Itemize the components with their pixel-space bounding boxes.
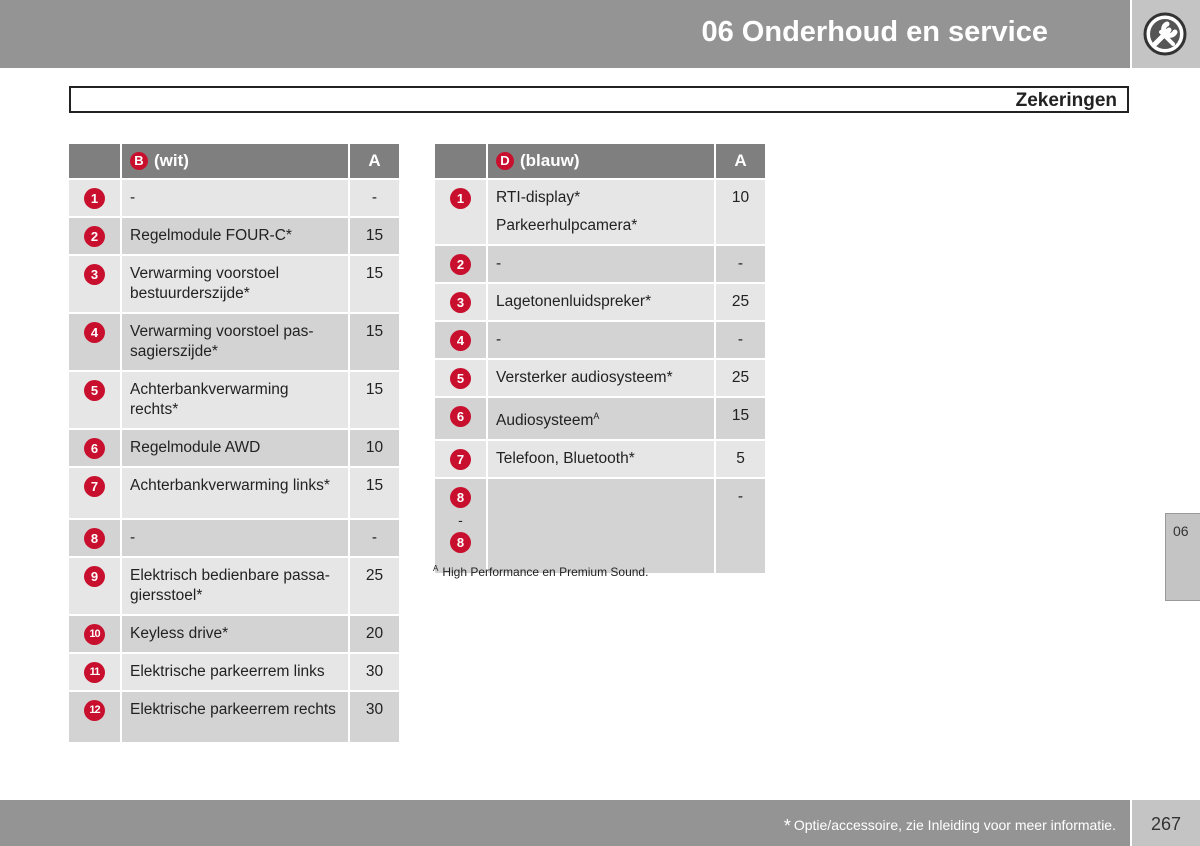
table-row xyxy=(435,398,765,439)
table-row xyxy=(435,322,765,358)
fuse-amperage: 25 xyxy=(716,284,765,320)
fuse-description-line: Parkeerhulpcamera* xyxy=(496,217,638,234)
fuse-number-badge: 6 xyxy=(84,438,105,459)
table-row xyxy=(69,218,399,254)
fuse-description: Achterbankverwarming rechts* xyxy=(122,372,348,428)
footer-bar xyxy=(0,800,1130,846)
fuse-number-badge: 3 xyxy=(450,292,471,313)
fuse-number-badge: 4 xyxy=(84,322,105,343)
fuse-number-badge: 7 xyxy=(84,476,105,497)
chapter-side-tab[interactable] xyxy=(1165,513,1200,601)
header-label: (wit) xyxy=(154,151,189,170)
fuse-description: Keyless drive* xyxy=(122,616,348,652)
fuse-box-d-badge: D xyxy=(496,152,514,170)
fuse-amperage: - xyxy=(350,520,399,556)
fuse-amperage: 20 xyxy=(350,616,399,652)
fuse-description: Elektrisch bedienbare passa-giersstoel* xyxy=(122,558,348,614)
fuse-description: Lagetonenluidspreker* xyxy=(488,284,714,320)
page-number: 267 xyxy=(1151,814,1182,834)
table-row xyxy=(69,372,399,428)
fuse-number-badge: 1 xyxy=(450,188,471,209)
fuse-number-badge: 2 xyxy=(84,226,105,247)
header-amp-cell: A xyxy=(716,144,765,178)
fuse-description: - xyxy=(488,246,714,282)
fuse-number-badge: 11 xyxy=(84,662,105,683)
footnote-ref: A xyxy=(593,411,600,421)
fuse-number-badge: 8 xyxy=(450,487,471,508)
fuse-amperage: 15 xyxy=(350,218,399,254)
footnote xyxy=(433,564,648,579)
fuse-number-badge: 1 xyxy=(84,188,105,209)
fuse-amperage: 15 xyxy=(350,372,399,428)
header-num-cell xyxy=(69,144,120,178)
fuse-number-badge: 5 xyxy=(84,380,105,401)
fuse-amperage: - xyxy=(716,246,765,282)
wrench-gear-icon xyxy=(1143,12,1187,56)
fuse-number-badge: 8 xyxy=(84,528,105,549)
fuse-description: - xyxy=(122,180,348,216)
table-row xyxy=(435,441,765,477)
fuse-description: Versterker audiosysteem* xyxy=(488,360,714,396)
footnote-marker: A xyxy=(433,564,439,573)
fuse-amperage: 30 xyxy=(350,692,399,742)
section-title-box xyxy=(69,86,1129,113)
fuse-table-b xyxy=(67,142,401,744)
fuse-description xyxy=(488,479,714,573)
fuse-amperage: 5 xyxy=(716,441,765,477)
fuse-description: Elektrische parkeerrem links xyxy=(122,654,348,690)
fuse-amperage: 30 xyxy=(350,654,399,690)
fuse-amperage: 10 xyxy=(350,430,399,466)
fuse-table-d xyxy=(433,142,767,575)
fuse-description: Elektrische parkeerrem rechts xyxy=(122,692,348,742)
header-bar xyxy=(0,0,1130,68)
table-row xyxy=(435,360,765,396)
table-row xyxy=(69,520,399,556)
fuse-number-badge: 2 xyxy=(450,254,471,275)
fuse-number-badge: 6 xyxy=(450,406,471,427)
table-header-row xyxy=(69,144,399,178)
chapter-icon-box xyxy=(1132,0,1200,68)
fuse-number-badge: 8 xyxy=(450,532,471,553)
fuse-description: Regelmodule FOUR-C* xyxy=(122,218,348,254)
fuse-description-line: RTI-display* xyxy=(496,189,581,206)
chapter-title: 06 Onderhoud en service xyxy=(701,16,1048,48)
header-label: (blauw) xyxy=(520,151,580,170)
fuse-amperage: 15 xyxy=(350,468,399,518)
table-row xyxy=(69,468,399,518)
fuse-description: Telefoon, Bluetooth* xyxy=(488,441,714,477)
fuse-number-badge: 4 xyxy=(450,330,471,351)
table-row xyxy=(435,246,765,282)
fuse-amperage: 15 xyxy=(350,256,399,312)
table-row xyxy=(69,616,399,652)
footnote-text: High Performance en Premium Sound. xyxy=(442,565,649,579)
fuse-amperage: - xyxy=(716,322,765,358)
asterisk-marker: * xyxy=(783,816,791,836)
fuse-number-badge: 12 xyxy=(84,700,105,721)
section-title: Zekeringen xyxy=(1015,90,1117,111)
table-row xyxy=(435,284,765,320)
fuse-box-b-badge: B xyxy=(130,152,148,170)
fuse-amperage: 15 xyxy=(350,314,399,370)
table-row xyxy=(435,180,765,244)
header-amp-cell: A xyxy=(350,144,399,178)
fuse-description: Verwarming voorstoel pas-sagierszijde* xyxy=(122,314,348,370)
fuse-amperage: 25 xyxy=(350,558,399,614)
fuse-number-badge: 3 xyxy=(84,264,105,285)
table-row xyxy=(69,654,399,690)
table-row xyxy=(69,256,399,312)
fuse-number-badge: 7 xyxy=(450,449,471,470)
fuse-amperage: 15 xyxy=(716,398,765,439)
header-num-cell xyxy=(435,144,486,178)
fuse-description: Regelmodule AWD xyxy=(122,430,348,466)
fuse-description: - xyxy=(488,322,714,358)
footer-note xyxy=(784,816,1116,837)
fuse-description xyxy=(488,398,714,439)
fuse-number-badge: 9 xyxy=(84,566,105,587)
fuse-description: - xyxy=(122,520,348,556)
fuse-amperage: 10 xyxy=(716,180,765,244)
table-row xyxy=(69,692,399,742)
header-label-cell xyxy=(488,144,714,178)
chapter-side-tab-label: 06 xyxy=(1173,523,1189,539)
table-row xyxy=(69,314,399,370)
fuse-amperage: - xyxy=(350,180,399,216)
footer-note-text: Optie/accessoire, zie Inleiding voor meer informatie. xyxy=(793,817,1116,833)
table-row xyxy=(69,558,399,614)
table-row xyxy=(435,479,765,573)
fuse-description-text: Audiosysteem xyxy=(496,412,594,430)
table-header-row xyxy=(435,144,765,178)
table-row xyxy=(69,180,399,216)
fuse-number-badge: 10 xyxy=(84,624,105,645)
page-number-box xyxy=(1132,800,1200,846)
fuse-description: Verwarming voorstoel bestuurderszijde* xyxy=(122,256,348,312)
table-row xyxy=(69,430,399,466)
header-label-cell xyxy=(122,144,348,178)
range-separator: - xyxy=(458,512,463,529)
fuse-description: Achterbankverwarming links* xyxy=(122,468,348,518)
fuse-amperage: - xyxy=(716,479,765,573)
fuse-description xyxy=(488,180,714,244)
fuse-number-badge: 5 xyxy=(450,368,471,389)
fuse-amperage: 25 xyxy=(716,360,765,396)
